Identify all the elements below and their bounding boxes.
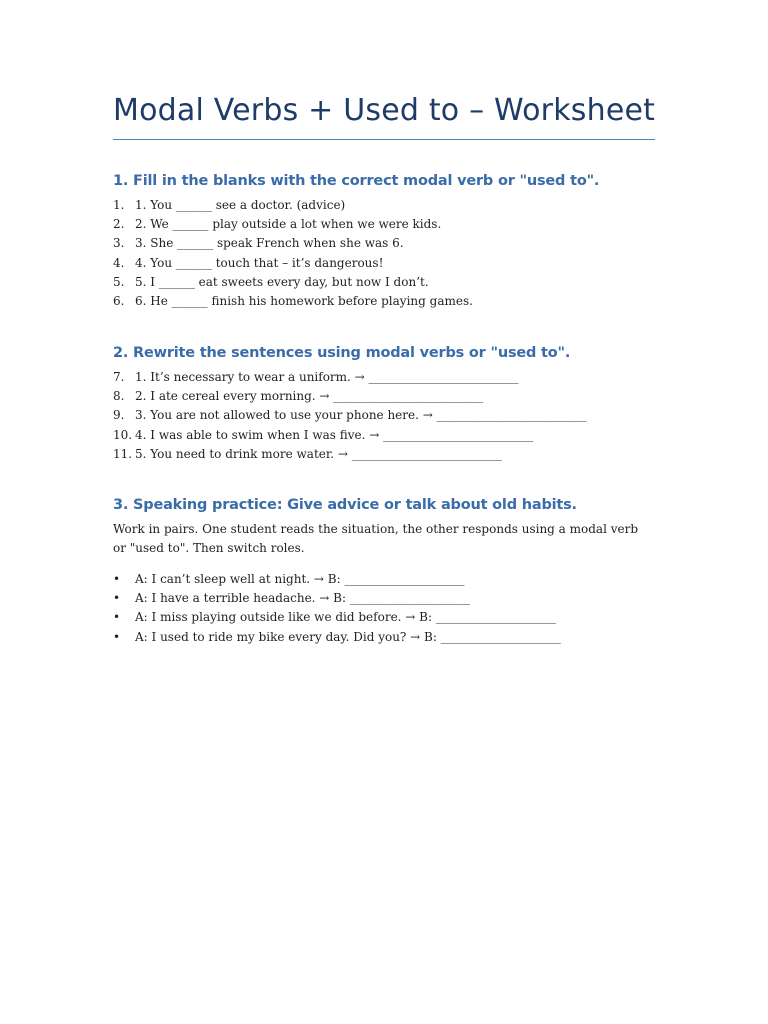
item-text: 4. I was able to swim when I was five. → _________________________ (135, 427, 534, 442)
list-item (113, 589, 561, 608)
item-number: 2. (113, 217, 125, 232)
item-number: 5. (113, 274, 125, 289)
bullet-icon: • (113, 629, 121, 644)
item-text: 2. We ______ play outside a lot when we were kids. (135, 217, 442, 232)
item-number: 3. (113, 236, 125, 251)
item-number: 8. (113, 389, 125, 404)
section1-list (113, 196, 473, 311)
item-number: 9. (113, 408, 125, 423)
item-text: 5. I ______ eat sweets every day, but now I don’t. (135, 274, 429, 289)
item-text: A: I have a terrible headache. → B: ____________________ (135, 591, 470, 606)
section2-heading: 2. Rewrite the sentences using modal verbs or "used to". (113, 345, 571, 361)
item-text: A: I used to ride my bike every day. Did you? → B: ____________________ (135, 629, 561, 644)
list-item (113, 387, 587, 406)
item-number: 7. (113, 370, 125, 384)
section3-heading: 3. Speaking practice: Give advice or talk about old habits. (113, 497, 577, 513)
item-text: 5. You need to drink more water. → _________________________ (135, 446, 502, 461)
title-underline (113, 139, 655, 140)
item-text: A: I can’t sleep well at night. → B: ____________________ (135, 572, 465, 586)
list-item (113, 608, 561, 627)
item-text: 1. You ______ see a doctor. (advice) (135, 198, 346, 212)
item-text: 3. You are not allowed to use your phone here. → _________________________ (135, 408, 587, 423)
bullet-icon: • (113, 591, 121, 606)
section1-heading: 1. Fill in the blanks with the correct modal verb or "used to". (113, 173, 600, 189)
list-item (113, 406, 587, 425)
item-number: 1. (113, 198, 125, 212)
list-item (113, 570, 561, 589)
item-number: 11. (113, 446, 133, 461)
item-text: 6. He ______ finish his homework before playing games. (135, 294, 473, 309)
item-text: 2. I ate cereal every morning. → _________________________ (135, 389, 484, 404)
list-item (113, 628, 561, 647)
list-item (113, 254, 473, 273)
list-item (113, 426, 587, 445)
section3-instructions: Work in pairs. One student reads the situation, the other responds using a modal verb or "used to". Then switch roles. (113, 522, 639, 556)
item-number: 4. (113, 255, 125, 270)
item-text: A: I miss playing outside like we did before. → B: ____________________ (135, 610, 556, 625)
list-item (113, 234, 473, 253)
list-item (113, 273, 473, 292)
item-text: 1. It’s necessary to wear a uniform. → _________________________ (135, 370, 519, 384)
item-text: 4. You ______ touch that – it’s dangerous! (135, 255, 384, 270)
item-text: 3. She ______ speak French when she was 6. (135, 236, 404, 251)
list-item (113, 368, 587, 387)
item-number: 10. (113, 427, 133, 442)
list-item (113, 292, 473, 311)
item-number: 6. (113, 294, 125, 309)
list-item (113, 445, 587, 464)
section3-list (113, 570, 561, 647)
bullet-icon: • (113, 610, 121, 625)
list-item (113, 196, 473, 215)
bullet-icon: • (113, 572, 121, 586)
section2-list (113, 368, 587, 464)
list-item (113, 215, 473, 234)
page-title: Modal Verbs + Used to – Worksheet (113, 93, 656, 128)
